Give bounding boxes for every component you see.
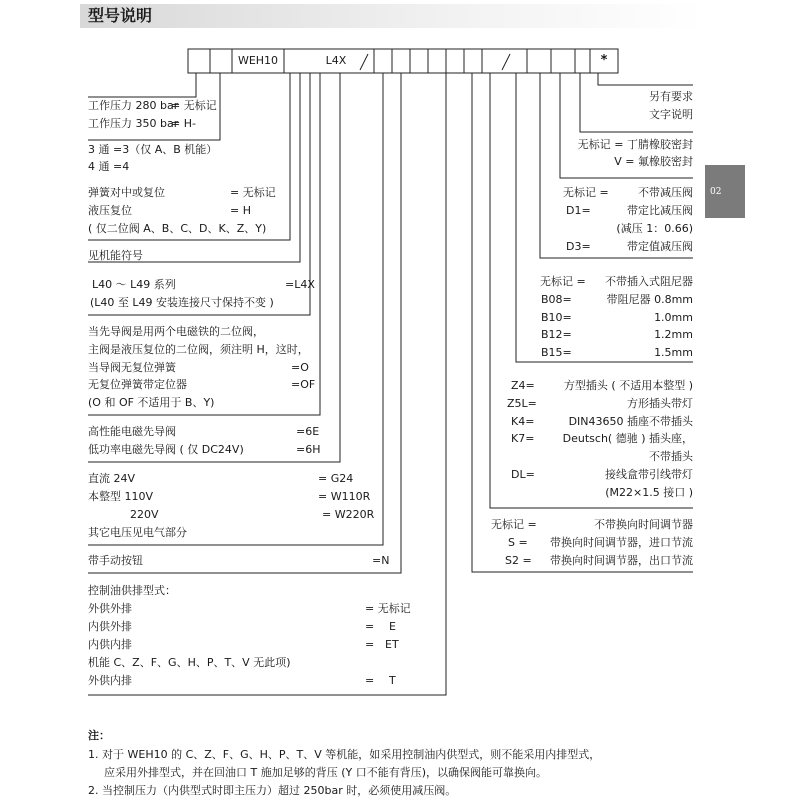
pressure-350-value: = H-	[171, 117, 196, 130]
ext-int-eq: =	[365, 674, 375, 687]
function-symbol-label: 见机能符号	[88, 249, 143, 262]
k7-value-2: 不带插头	[649, 450, 693, 463]
orifice-none-value: 不带插入式阻尼器	[605, 275, 693, 288]
dl-key: DL=	[511, 468, 535, 481]
pressure-350-label: 工作压力 350 bar	[88, 117, 179, 130]
solenoid-high-value: =6E	[296, 425, 320, 438]
int-int-value: ET	[385, 638, 399, 651]
solenoid-high-label: 高性能电磁先导阀	[88, 425, 176, 438]
note-1b: 应采用外排型式，并在回油口 T 施加足够的背压 (Y 口不能有背压)，以确保阀能可靠换向。	[104, 766, 548, 779]
timing-none-key: 无标记 =	[491, 518, 537, 531]
solenoid-low-label: 低功率电磁先导阀 ( 仅 DC24V)	[88, 443, 244, 456]
z5l-key: Z5L=	[507, 397, 537, 410]
series-code-cell: L4X	[325, 54, 347, 67]
int-int-eq: =	[365, 638, 375, 651]
other-requirements-1: 另有要求	[649, 90, 693, 103]
pressure-280-value: = 无标记	[171, 99, 217, 112]
ac110-label: 本整型 110V	[88, 490, 154, 503]
pilot-line-2: 主阀是液压复位的二位阀，须注明 H，这时，	[88, 343, 309, 356]
function-exclusion-note: 机能 C、Z、F、G、H、P、T、V 无此项)	[88, 656, 291, 669]
b08-key: B08=	[541, 293, 572, 306]
ext-int-value: T	[389, 674, 396, 687]
pressure-280-label: 工作压力 280 bar	[88, 99, 179, 112]
b12-value: 1.2mm	[654, 328, 693, 341]
pilot-detent-label: 无复位弹簧带定位器	[88, 378, 187, 391]
b10-value: 1.0mm	[654, 311, 693, 324]
int-ext-eq: =	[365, 620, 375, 633]
way-4-option: 4 通 =4	[88, 160, 130, 173]
dl-value-2: (M22×1.5 接口 )	[605, 486, 693, 499]
k4-value: DIN43650 插座不带插头	[568, 415, 693, 428]
extra-star-cell: *	[600, 53, 608, 68]
page-title: 型号说明	[88, 6, 153, 25]
timing-s-value: 带换向时间调节器，进口节流	[550, 536, 693, 549]
timing-s2-key: S2 =	[505, 554, 532, 567]
d3-value: 带定值减压阀	[627, 240, 693, 253]
seal-nbr: 无标记 = 丁腈橡胶密封	[577, 138, 693, 151]
k7-key: K7=	[511, 432, 535, 445]
chapter-number: 02	[710, 187, 722, 197]
dc-voltage-value: = G24	[318, 472, 354, 485]
series-value: =L4X	[285, 278, 315, 291]
orifice-none-key: 无标记 =	[540, 275, 586, 288]
d3-key: D3=	[566, 240, 591, 253]
z4-value: 方型插头 ( 不适用本整型 )	[563, 379, 693, 392]
dc-voltage-label: 直流 24V	[88, 472, 136, 485]
ext-int-label: 外供内排	[88, 674, 132, 687]
b15-value: 1.5mm	[654, 346, 693, 359]
spring-return-label: 弹簧对中或复位	[88, 186, 165, 199]
manual-override-label: 带手动按钮	[88, 554, 143, 567]
dl-value: 接线盒带引线带灯	[605, 468, 693, 481]
b12-key: B12=	[541, 328, 572, 341]
seal-fkm: V = 氟橡胶密封	[614, 155, 693, 168]
spring-return-value: = 无标记	[230, 186, 276, 199]
k4-key: K4=	[511, 415, 535, 428]
pilot-no-spring-label: 当导阀无复位弹簧	[88, 361, 176, 374]
ac220-value: = W220R	[322, 508, 375, 521]
note-2: 2. 当控制压力（内供型式时即主压力）超过 250bar 时，必须使用减压阀。	[88, 784, 457, 797]
ext-ext-label: 外供外排	[88, 602, 132, 615]
d1-value: 带定比减压阀	[627, 204, 693, 217]
two-position-note: ( 仅二位阀 A、B、C、D、K、Z、Y)	[88, 222, 267, 235]
z4-key: Z4=	[511, 379, 535, 392]
series-note: (L40 至 L49 安装连接尺寸保持不变 )	[90, 296, 274, 309]
solenoid-low-value: =6H	[296, 443, 321, 456]
ext-ext-value: = 无标记	[365, 602, 411, 615]
note-1a: 1. 对于 WEH10 的 C、Z、F、G、H、P、T、V 等机能，如采用控制油内供型式，则不能采用内排型式，	[88, 748, 601, 761]
pilot-note: (O 和 OF 不适用于 B、Y)	[88, 396, 215, 409]
series-label: L40 ～ L49 系列	[92, 278, 176, 291]
timing-s-key: S =	[508, 536, 528, 549]
manual-override-value: =N	[372, 554, 390, 567]
d1-ratio-note: (减压 1：0.66)	[616, 222, 693, 235]
ac110-value: = W110R	[318, 490, 371, 503]
int-int-label: 内供内排	[88, 638, 132, 651]
timing-none-value: 不带换向时间调节器	[594, 518, 693, 531]
pilot-detent-value: =OF	[291, 378, 316, 391]
z5l-value: 方形插头带灯	[627, 397, 693, 410]
pressure-reducer-none-key: 无标记 =	[563, 186, 609, 199]
b10-key: B10=	[541, 311, 572, 324]
b08-value: 带阻尼器 0.8mm	[606, 293, 693, 306]
ac220-label: 220V	[130, 508, 159, 521]
hydraulic-return-label: 液压复位	[88, 204, 132, 217]
pressure-reducer-none-value: 不带减压阀	[638, 186, 693, 199]
other-voltage-label: 其它电压见电气部分	[88, 526, 187, 539]
hydraulic-return-value: = H	[230, 204, 251, 217]
pilot-no-spring-value: =O	[291, 361, 309, 374]
model-code-cell: WEH10	[237, 54, 279, 67]
other-requirements-2: 文字说明	[649, 108, 693, 121]
d1-key: D1=	[566, 204, 591, 217]
oil-supply-title: 控制油供排型式：	[88, 584, 176, 597]
way-3-option: 3 通 =3（仅 A、B 机能）	[88, 143, 218, 156]
int-ext-value: E	[389, 620, 396, 633]
k7-value: Deutsch( 德驰 ) 插头座，	[562, 432, 693, 445]
timing-s2-value: 带换向时间调节器，出口节流	[550, 554, 693, 567]
pilot-line-1: 当先导阀是用两个电磁铁的二位阀，	[88, 325, 264, 338]
int-ext-label: 内供外排	[88, 620, 132, 633]
b15-key: B15=	[541, 346, 572, 359]
notes-title: 注：	[88, 729, 110, 742]
